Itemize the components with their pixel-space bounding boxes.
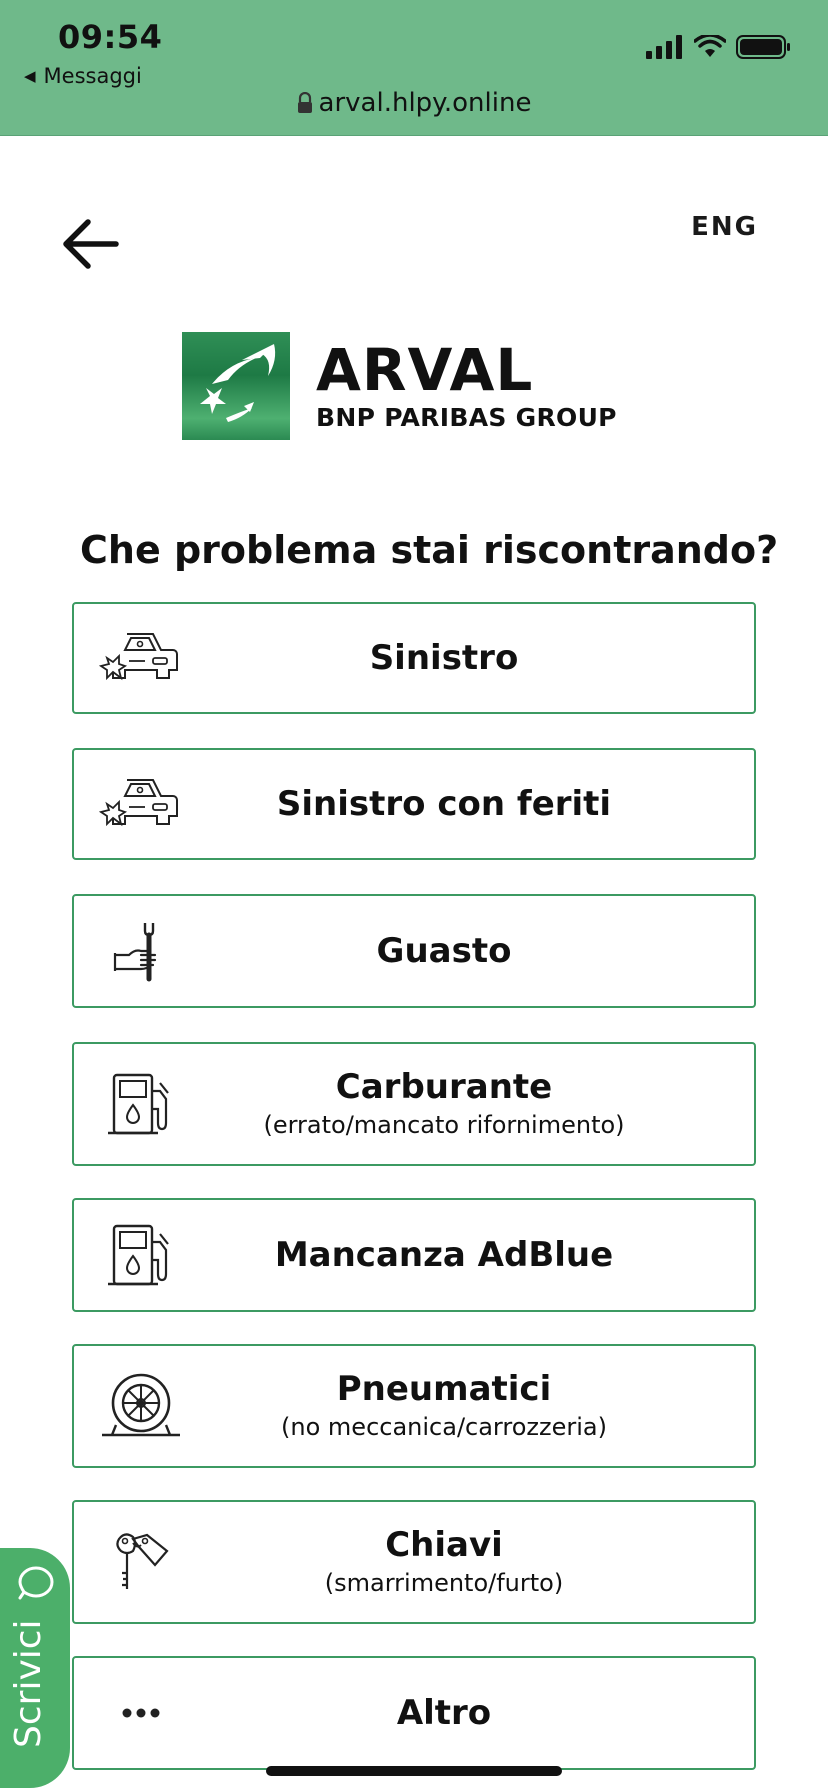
option-sinistro[interactable] [72,602,756,714]
bnp-stars-logo-icon [182,332,290,440]
back-to-app-link[interactable] [24,64,142,88]
option-subtitle: (errato/mancato rifornimento) [263,1111,625,1139]
option-subtitle: (no meccanica/carrozzeria) [281,1413,607,1441]
address-bar[interactable] [0,88,828,118]
lock-icon [297,92,313,114]
back-app-label: Messaggi [43,64,142,88]
option-pneumatici[interactable] [72,1344,756,1468]
option-title: Guasto [376,931,512,971]
option-subtitle: (smarrimento/furto) [324,1569,564,1597]
status-time: 09:54 [58,18,163,56]
logo-name: ARVAL [316,335,534,404]
option-title: Altro [396,1693,492,1733]
fuel-pump-icon [96,1069,186,1139]
option-title: Carburante [335,1067,553,1107]
chat-label: Scrivici [8,1619,49,1748]
keys-icon [96,1527,186,1597]
option-title: Pneumatici [336,1369,552,1409]
chat-bubble-icon [16,1562,56,1602]
arval-logo [182,332,617,440]
option-guasto[interactable] [72,894,756,1008]
url-text: arval.hlpy.online [318,88,532,118]
chat-tab[interactable] [0,1548,70,1788]
option-carburante[interactable] [72,1042,756,1166]
option-title: Mancanza AdBlue [274,1235,614,1275]
ellipsis-icon [96,1678,186,1748]
tire-icon [96,1371,186,1441]
option-title: Sinistro [369,638,519,678]
option-sinistro-con-feriti[interactable] [72,748,756,860]
back-triangle-icon: ◀ [24,67,36,85]
option-title: Sinistro con feriti [276,784,612,824]
back-arrow-icon[interactable] [60,216,120,272]
option-mancanza-adblue[interactable] [72,1198,756,1312]
language-toggle[interactable]: ENG [691,212,758,242]
car-crash-icon [96,769,186,839]
fuel-pump-icon [96,1220,186,1290]
option-title: Chiavi [385,1525,503,1565]
option-chiavi[interactable] [72,1500,756,1624]
battery-icon [736,34,792,60]
wrench-hand-icon [96,916,186,986]
option-altro[interactable] [72,1656,756,1770]
browser-header [0,0,828,136]
logo-tagline: BNP PARIBAS GROUP [316,402,617,432]
home-indicator[interactable] [266,1766,562,1776]
signal-icon [646,35,684,59]
status-icons [646,34,792,60]
car-crash-icon [96,623,186,693]
wifi-icon [694,35,726,59]
question-heading: Che problema stai riscontrando? [80,528,779,572]
